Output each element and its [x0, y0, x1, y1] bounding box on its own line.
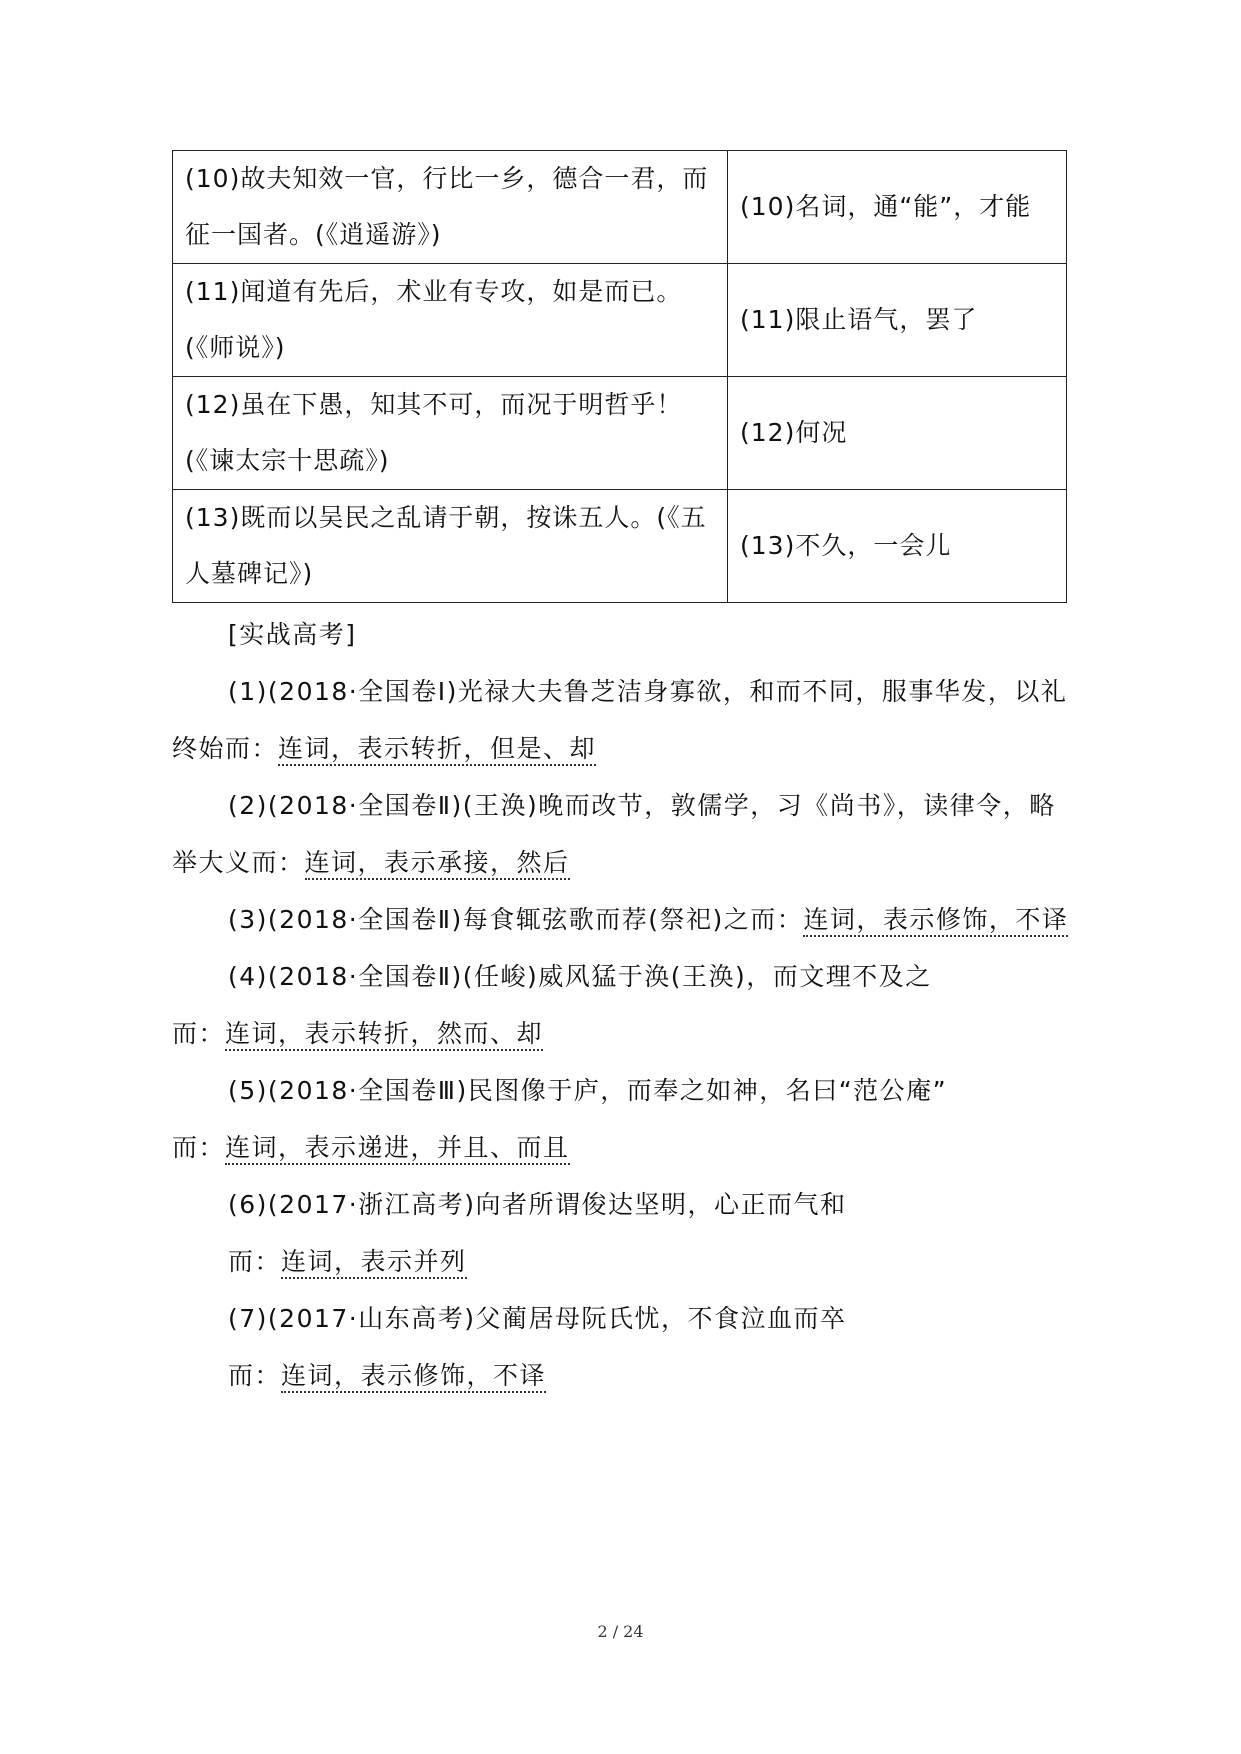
answer-text: 连词，表示并列 [281, 1247, 467, 1279]
vocabulary-table [172, 150, 1067, 603]
table-row [173, 264, 1067, 377]
page-number: 2 / 24 [597, 1622, 644, 1641]
practice-item [172, 663, 1072, 777]
question-text: (6)(2017·浙江高考)向者所谓俊达坚明，心正而气和 [228, 1190, 847, 1219]
meaning-cell: (12)何况 [728, 377, 1067, 490]
practice-section [172, 606, 1072, 1404]
answer-text: 连词，表示转折，但是、却 [278, 734, 596, 766]
answer-text: 连词，表示修饰，不译 [281, 1361, 546, 1393]
practice-item [172, 777, 1072, 891]
question-text: (7)(2017·山东高考)父蔺居母阮氏忧，不食泣血而卒 [228, 1304, 847, 1333]
sentence-cell: (11)闻道有先后，术业有专攻，如是而已。(《师说》) [173, 264, 728, 377]
answer-text: 连词，表示承接，然后 [305, 848, 570, 880]
meaning-cell: (13)不久，一会儿 [728, 490, 1067, 603]
meaning-cell: (11)限止语气，罢了 [728, 264, 1067, 377]
question-text: (1)(2018·全国卷Ⅰ)光禄大夫鲁芝洁身寡欲，和而不同，服事华发，以礼终始而： [172, 677, 1068, 763]
practice-item [172, 1290, 1072, 1347]
question-text: (3)(2018·全国卷Ⅱ)每食辄弦歌而荐(祭祀)之而： [228, 905, 804, 934]
sentence-cell: (13)既而以吴民之乱请于朝，按诛五人。(《五人墓碑记》) [173, 490, 728, 603]
answer-text: 连词，表示递进，并且、而且 [225, 1133, 570, 1165]
sentence-cell: (12)虽在下愚，知其不可，而况于明哲乎！(《谏太宗十思疏》) [173, 377, 728, 490]
table-row [173, 151, 1067, 264]
answer-prefix: 而： [228, 1247, 282, 1276]
answer-text: 连词，表示转折，然而、却 [225, 1019, 543, 1051]
answer-line [172, 1347, 1072, 1404]
sentence-cell: (10)故夫知效一官，行比一乡，德合一君，而征一国者。(《逍遥游》) [173, 151, 728, 264]
section-heading: [实战高考] [228, 620, 357, 649]
question-text: (5)(2018·全国卷Ⅲ)民图像于庐，而奉之如神，名曰“范公庵” [228, 1076, 948, 1105]
answer-prefix: 而： [172, 1133, 226, 1162]
answer-prefix: 而： [228, 1361, 282, 1390]
practice-item [172, 891, 1072, 948]
question-text: (4)(2018·全国卷Ⅱ)(任峻)威风猛于涣(王涣)，而文理不及之 [228, 962, 932, 991]
answer-line [172, 1005, 1072, 1062]
table-row [173, 377, 1067, 490]
answer-line [172, 1233, 1072, 1290]
practice-item [172, 1176, 1072, 1233]
answer-prefix: 而： [172, 1019, 226, 1048]
meaning-cell: (10)名词，通“能”，才能 [728, 151, 1067, 264]
table-row [173, 490, 1067, 603]
practice-item [172, 1062, 1072, 1119]
answer-text: 连词，表示修饰，不译 [803, 905, 1068, 937]
question-text: (2)(2018·全国卷Ⅱ)(王涣)晚而改节，敦儒学，习《尚书》，读律令，略举大义而： [172, 791, 1056, 877]
practice-item [172, 948, 1072, 1005]
answer-line [172, 1119, 1072, 1176]
